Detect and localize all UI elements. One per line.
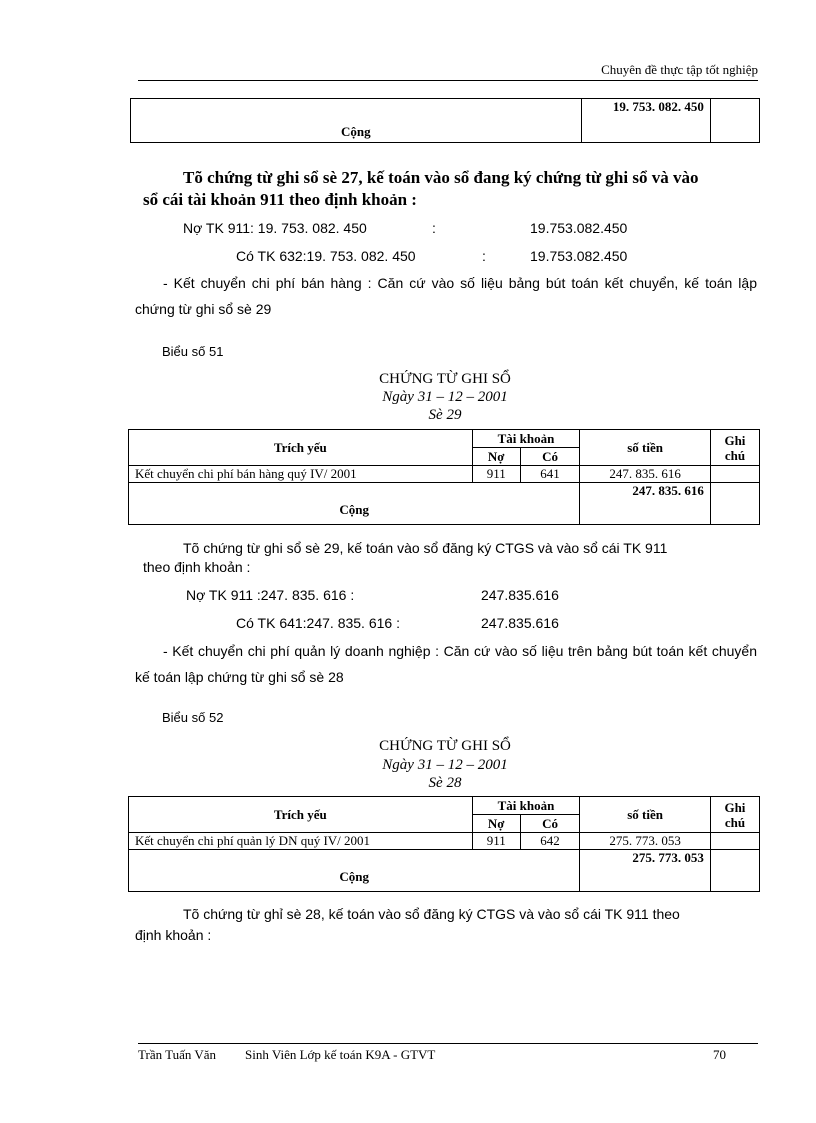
entry2-credit: Có TK 641:247. 835. 616 : [236,615,400,631]
row-no: 911 [472,466,520,483]
row-desc: Kết chuyển chi phí bán hàng quý IV/ 2001 [129,466,473,483]
total-amount: 247. 835. 616 [580,483,711,525]
form52-date: Ngày 31 – 12 – 2001 [382,757,508,773]
header-rule [138,80,758,81]
para4: - Kết chuyển chi phí quản lý doanh nghiệp : Căn cứ vào số liệu trên bảng bút toán kết chuyển kế toán lập chứng từ ghi sổ sè 28 [135,643,757,685]
col-trich-yeu: Trích yếu [129,797,473,833]
page-number: 70 [713,1047,726,1062]
col-so-tien: số tiền [580,430,711,466]
row-note [710,466,759,483]
total-note [710,850,759,892]
col-tai-khoan: Tài khoản [472,430,580,448]
row-desc: Kết chuyển chi phí quản lý DN quý IV/ 2001 [129,833,473,850]
form52-number: Sè 28 [428,775,462,791]
col-co: Có [520,448,580,466]
row-no: 911 [472,833,520,850]
para1-line2: sổ cái tài khoản 911 theo định khoản : [143,190,417,209]
form51-label: Biểu số 51 [162,344,224,359]
table-row [129,466,760,483]
entry1-debit: Nợ TK 911: 19. 753. 082. 450 [183,220,367,236]
total-label: Cộng [131,99,582,143]
footer-author: Trần Tuấn Văn [138,1047,217,1062]
footer-rule [138,1043,758,1044]
form51-title: CHỨNG TỪ GHI SỔ [379,371,511,387]
form52-title: CHỨNG TỪ GHI SỔ [379,738,511,754]
row-note [710,833,759,850]
para2: - Kết chuyển chi phí bán hàng : Căn cứ vào số liệu bảng bút toán kết chuyển, kế toán lập chứng từ ghi sổ sè 29 [135,275,757,317]
total-amount: 275. 773. 053 [580,850,711,892]
table-row [129,833,760,850]
entry1-credit-value: 19.753.082.450 [530,248,628,264]
row-amount: 275. 773. 053 [580,833,711,850]
col-no: Nợ [472,815,520,833]
para1-line1: Tõ chứng từ ghi sổ sè 27, kế toán vào sổ đang ký chứng từ ghi sổ và vào [183,168,699,187]
col-co: Có [520,815,580,833]
form51-date: Ngày 31 – 12 – 2001 [382,389,508,405]
entry1-debit-value: 19.753.082.450 [530,220,628,236]
para3-line2: theo định khoản : [143,559,251,575]
form51-table [128,429,760,525]
para3-line1: Tõ chứng từ ghi sổ sè 29, kế toán vào sổ đăng ký CTGS và vào sổ cái TK 911 [183,540,668,556]
form51-number: Sè 29 [428,407,462,423]
entry2-credit-value: 247.835.616 [481,615,559,631]
total-row [129,483,760,525]
col-ghi-chu: Ghi chú [710,430,759,466]
entry2-debit: Nợ TK 911 :247. 835. 616 : [186,587,355,603]
form52-table [128,796,760,892]
total-label: Cộng [129,850,580,892]
row-co: 642 [520,833,580,850]
row-co: 641 [520,466,580,483]
para5-line1: Tõ chứng từ ghỉ sè 28, kế toán vào sổ đăng ký CTGS và vào sổ cái TK 911 theo [183,906,680,922]
note-cell [710,99,759,143]
total-amount: 19. 753. 082. 450 [581,99,710,143]
entry1-credit-colon: : [482,248,486,264]
col-no: Nợ [472,448,520,466]
form52-label: Biểu số 52 [162,710,224,725]
total-note [710,483,759,525]
entry1-debit-colon: : [432,220,436,236]
page-header-title: Chuyên đề thực tập tốt nghiệp [601,62,758,77]
col-so-tien: số tiền [580,797,711,833]
total-label: Cộng [129,483,580,525]
footer-class: Sinh Viên Lớp kế toán K9A - GTVT [245,1047,436,1062]
col-trich-yeu: Trích yếu [129,430,473,466]
row-amount: 247. 835. 616 [580,466,711,483]
continued-table [130,98,760,143]
entry1-credit: Có TK 632:19. 753. 082. 450 [236,248,416,264]
para5-line2: định khoản : [135,927,212,943]
col-ghi-chu: Ghi chú [710,797,759,833]
total-row [129,850,760,892]
col-tai-khoan: Tài khoản [472,797,580,815]
entry2-debit-value: 247.835.616 [481,587,559,603]
